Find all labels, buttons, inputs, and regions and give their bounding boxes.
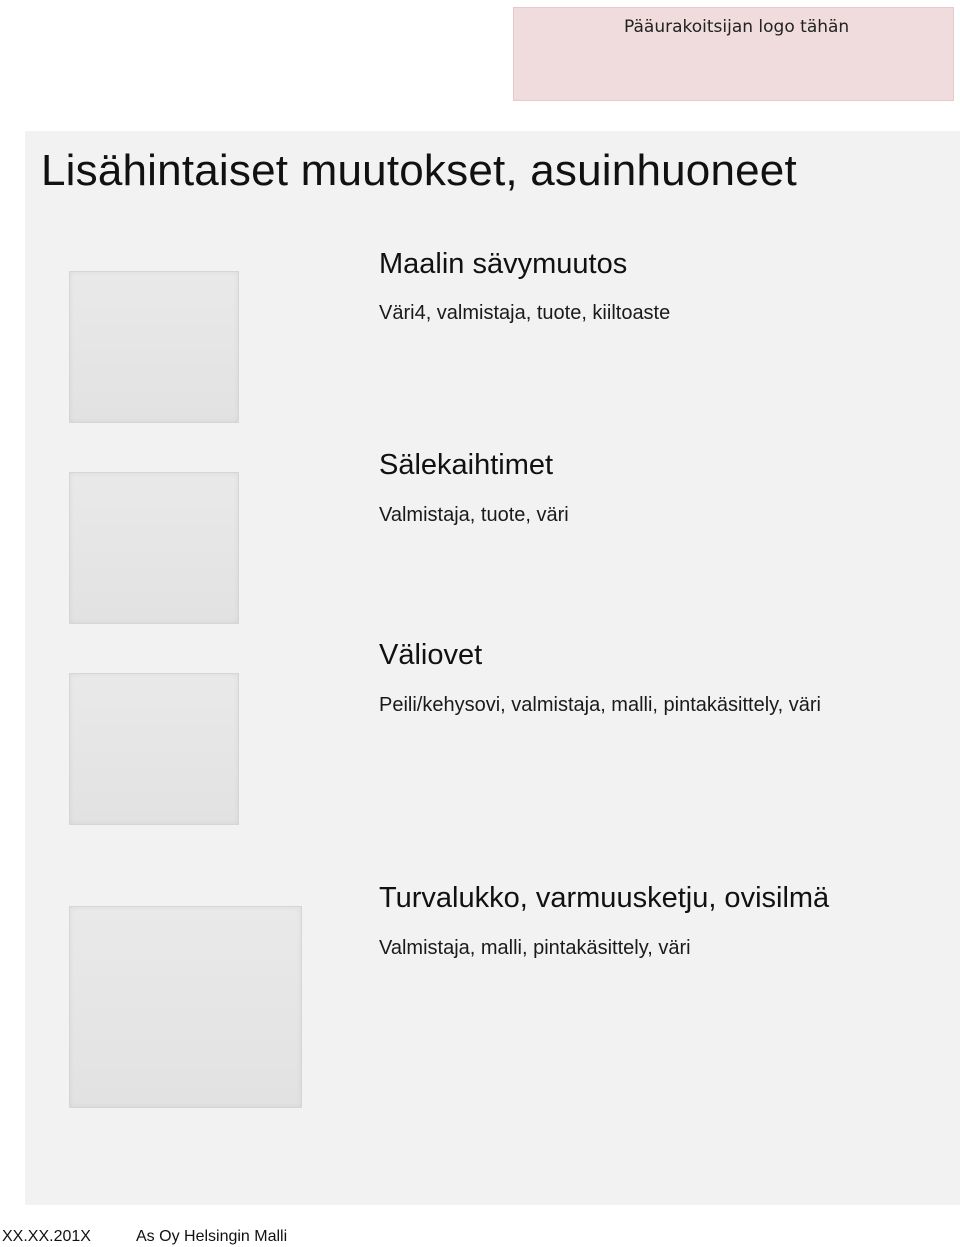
page-title: Lisähintaiset muutokset, asuinhuoneet	[41, 146, 797, 195]
item-image-doors	[69, 673, 239, 825]
item-image-blinds	[69, 472, 239, 624]
item-title-security-lock: Turvalukko, varmuusketju, ovisilmä	[379, 882, 830, 914]
item-description-doors: Peili/kehysovi, valmistaja, malli, pintakäsittely, väri	[379, 694, 822, 716]
footer-project-name: As Oy Helsingin Malli	[136, 1228, 288, 1245]
item-description-security-lock: Valmistaja, malli, pintakäsittely, väri	[379, 937, 691, 959]
item-description-paint: Väri4, valmistaja, tuote, kiiltoaste	[379, 302, 671, 324]
logo-placeholder-text: Pääurakoitsijan logo tähän	[624, 17, 850, 37]
contractor-logo-placeholder	[513, 7, 954, 101]
item-title-blinds: Sälekaihtimet	[379, 449, 554, 481]
item-image-paint	[69, 271, 239, 423]
item-description-blinds: Valmistaja, tuote, väri	[379, 504, 569, 526]
item-title-paint: Maalin sävymuutos	[379, 248, 628, 280]
item-title-doors: Väliovet	[379, 639, 483, 671]
item-image-security-lock	[69, 906, 302, 1108]
footer-date: XX.XX.201X	[2, 1228, 91, 1245]
